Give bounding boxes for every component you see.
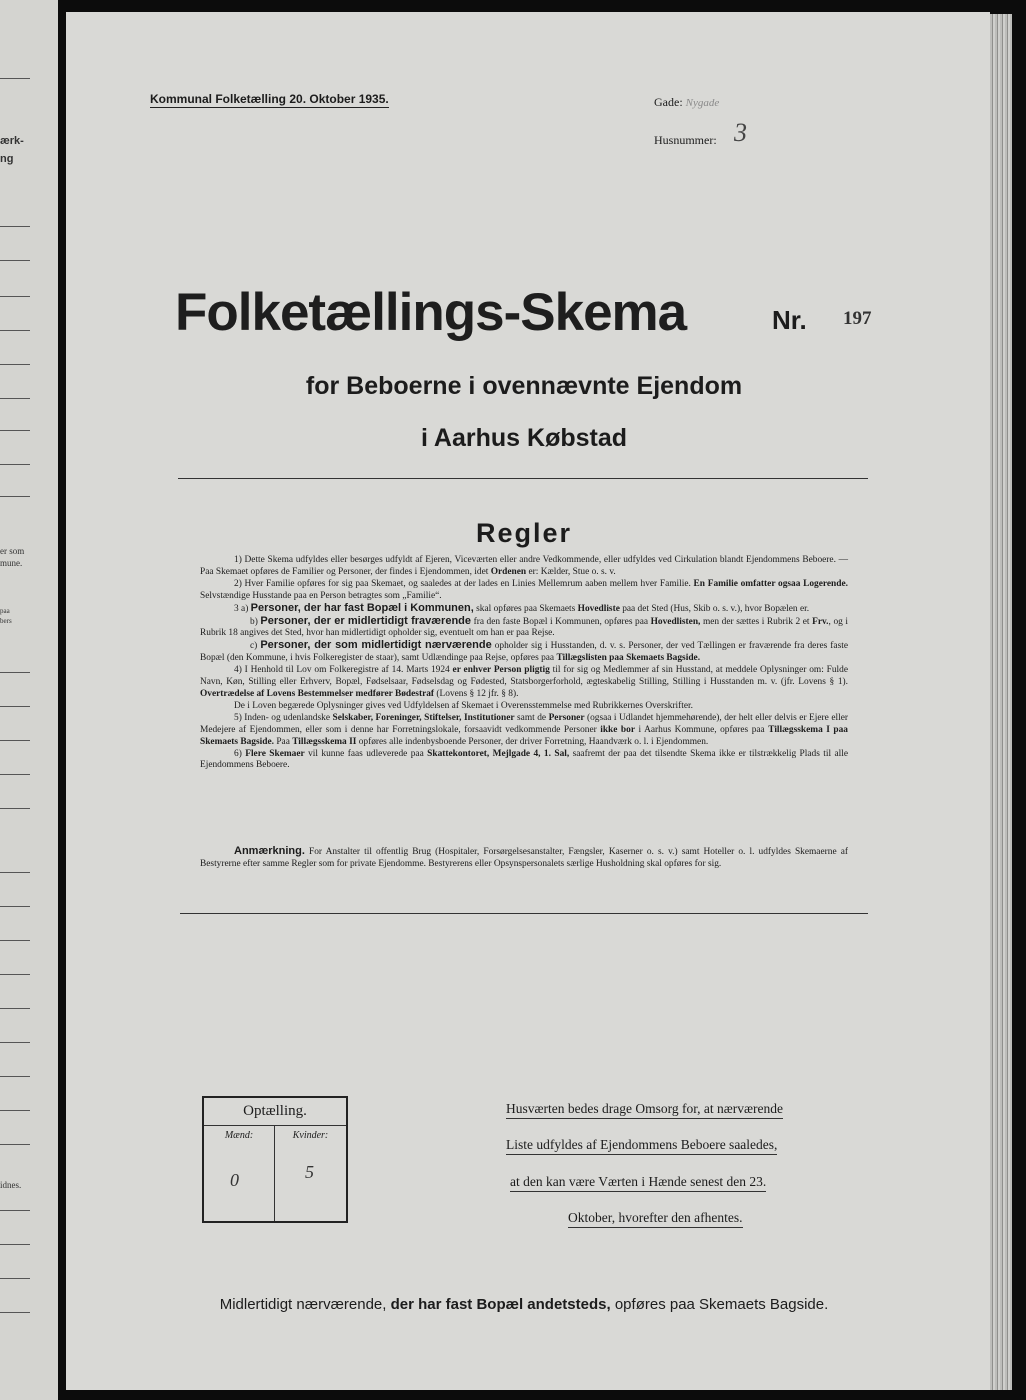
women-count-cell [275,1126,346,1221]
footer-text: opføres paa Skemaets Bagside. [610,1296,829,1313]
page-edge [990,14,1012,1390]
women-value: 5 [305,1162,314,1182]
margin-fragment: bers [0,617,12,625]
husnummer-label: Husnummer: [654,133,717,147]
margin-fragment: mune. [0,558,23,568]
divider [180,913,868,914]
rules-heading: Regler [475,518,573,548]
rule-2: 2) Hver Familie opføres for sig paa Skemaet, og saaledes at der lades en Linies Mellemrum aaben mellem hver Familie. En Familie omfatter ogsaa Logerende. Selvstændige Husstande paa en Person betragtes som „Familie“. [200,578,848,601]
rule-4: 4) I Henhold til Lov om Folkeregistre af 14. Marts 1924 er enhver Person pligtig til for sig og Medlemmer af sin Husstand, at meddele Oplysninger om: Fulde Navn, Køn, Stilling eller Erhverv, Bopæl, Fødselsaar, Fødselsdag og Fødested, Statsborgerforhold, ægteskabelig Stilling, Stilling i Husstanden m. v. (jfr. Lovens § 1). Overtrædelse af Lovens Bestemmelser medfører Bødestraf (Lovens § 12 jfr. § 8). [200,665,848,699]
rule-4-note: De i Loven begærede Oplysninger gives ved Udfyldelsen af Skemaet i Overensstemmelse med Rubrikkernes Overskrifter. [234,700,693,711]
form-number-value: 197 [843,308,872,329]
rule-1: 1) Dette Skema udfyldes eller besørges udfyldt af Ejeren, Viceværten eller andre Vedkommende, eller udfyldes ved Cirkulation blandt Ejendommens Beboere. — Paa Skemaet opføres de Familier og Personer, der findes i Ejendommen, idet Ordenen er: Kælder, Stue o. s. v. [200,555,848,577]
footer-bold-text: der har fast Bopæl andetsteds, [390,1296,611,1313]
gade-value: Nygade [685,97,720,109]
count-box-title: Optælling. [204,1098,346,1126]
adjacent-page-strip [0,0,58,1400]
rule-6: 6) Flere Skemaer vil kunne faas udleverede paa Skattekontoret, Mejlgade 4, 1. Sal, saafremt der paa det tilsendte Skema ikke er tilstrækkelig Plads til alle Ejendommens Beboere. [200,748,849,771]
margin-fragment: idnes. [0,1180,22,1190]
census-header: Kommunal Folketælling 20. Oktober 1935. [150,92,389,106]
notice-line: Husværten bedes drage Omsorg for, at nærværende [506,1101,783,1119]
men-value: 0 [230,1170,239,1190]
anmaerkning-text: For Anstalter til offentlig Brug (Hospitaler, Forsørgelsesanstalter, Fængsler, Kaserner o. s. v.) samt Hoteller o. l. udfyldes Skemaerne af Bestyrerne efter samme Regler som for private Ejendomme. Bestyrerens eller Opsynspersonalets særlige Husholdning skal opføres for sig. [200,847,848,869]
men-count-cell [204,1126,275,1221]
footer-text: Midlertidigt nærværende, [219,1296,391,1313]
footer-note [150,1296,898,1313]
margin-fragment: ng [0,153,14,165]
notice-line: Oktober, hvorefter den afhentes. [568,1210,743,1228]
anmaerkning-note [200,846,848,871]
rule-3b: b) Personer, der er midlertidigt fraværende fra den faste Bopæl i Kommunen, opføres paa Hovedlisten, men der sættes i Rubrik 2 et Frv., og i Rubrik 18 angives det Sted, hvor han midlertidigt opholder sig, eventuelt om han er paa Rejse. [200,614,849,639]
margin-fragment: paa [0,607,10,615]
rule-5: 5) Inden- og udenlandske Selskaber, Foreninger, Stiftelser, Institutioner samt de Personer (ogsaa i Udlandet hjemmehørende), der helt eller delvis er Ejere eller Medejere af Ejendommen, eller som i denne har Forretningslokale, forsaavidt vedkommende Personer ikke bor i Aarhus Kommune, opføres paa Tillægsskema I paa Skemaets Bagside. Paa Tillægsskema II opføres alle indenbysboende Personer, der driver Forretning, Haandværk o. l. i Ejendommen. [200,712,848,747]
form-subtitle-city: i Aarhus Købstad [420,424,628,452]
gade-field [654,95,719,110]
women-label: Kvinder: [292,1130,329,1141]
count-box [202,1096,348,1223]
form-title: Folketællings-Skema [175,283,687,342]
rule-3a: 3 a) Personer, der har fast Bopæl i Kommunen, skal opføres paa Skemaets Hovedliste paa det Sted (Hus, Skib o. s. v.), hvor Bopælen er. [234,601,810,614]
margin-fragment: er som [0,546,25,556]
form-number-label: Nr. [772,305,807,335]
notice-line: Liste udfyldes af Ejendommens Beboere saaledes, [506,1137,777,1155]
form-subtitle: for Beboerne i ovennævnte Ejendom [305,372,743,400]
rule-3c: c) Personer, der som midlertidigt nærværende opholder sig i Husstanden, d. v. s. Personer, der ved Tællingen er fraværende fra deres faste Bopæl (den Kommune, i hvis Folkeregister de staar), samt Udlændinge paa Rejse, opføres paa Tillægslisten paa Skemaets Bagside. [200,639,848,664]
divider [178,478,868,479]
margin-fragment: ærk- [0,135,24,147]
rules-text [200,555,848,772]
anmaerkning-label: Anmærkning. [234,845,305,857]
husnummer-field [654,133,717,148]
husnummer-value: 3 [734,118,747,147]
men-label: Mænd: [224,1130,254,1141]
gade-label: Gade: [654,95,683,109]
notice-line: at den kan være Værten i Hænde senest den 23. [510,1174,766,1192]
